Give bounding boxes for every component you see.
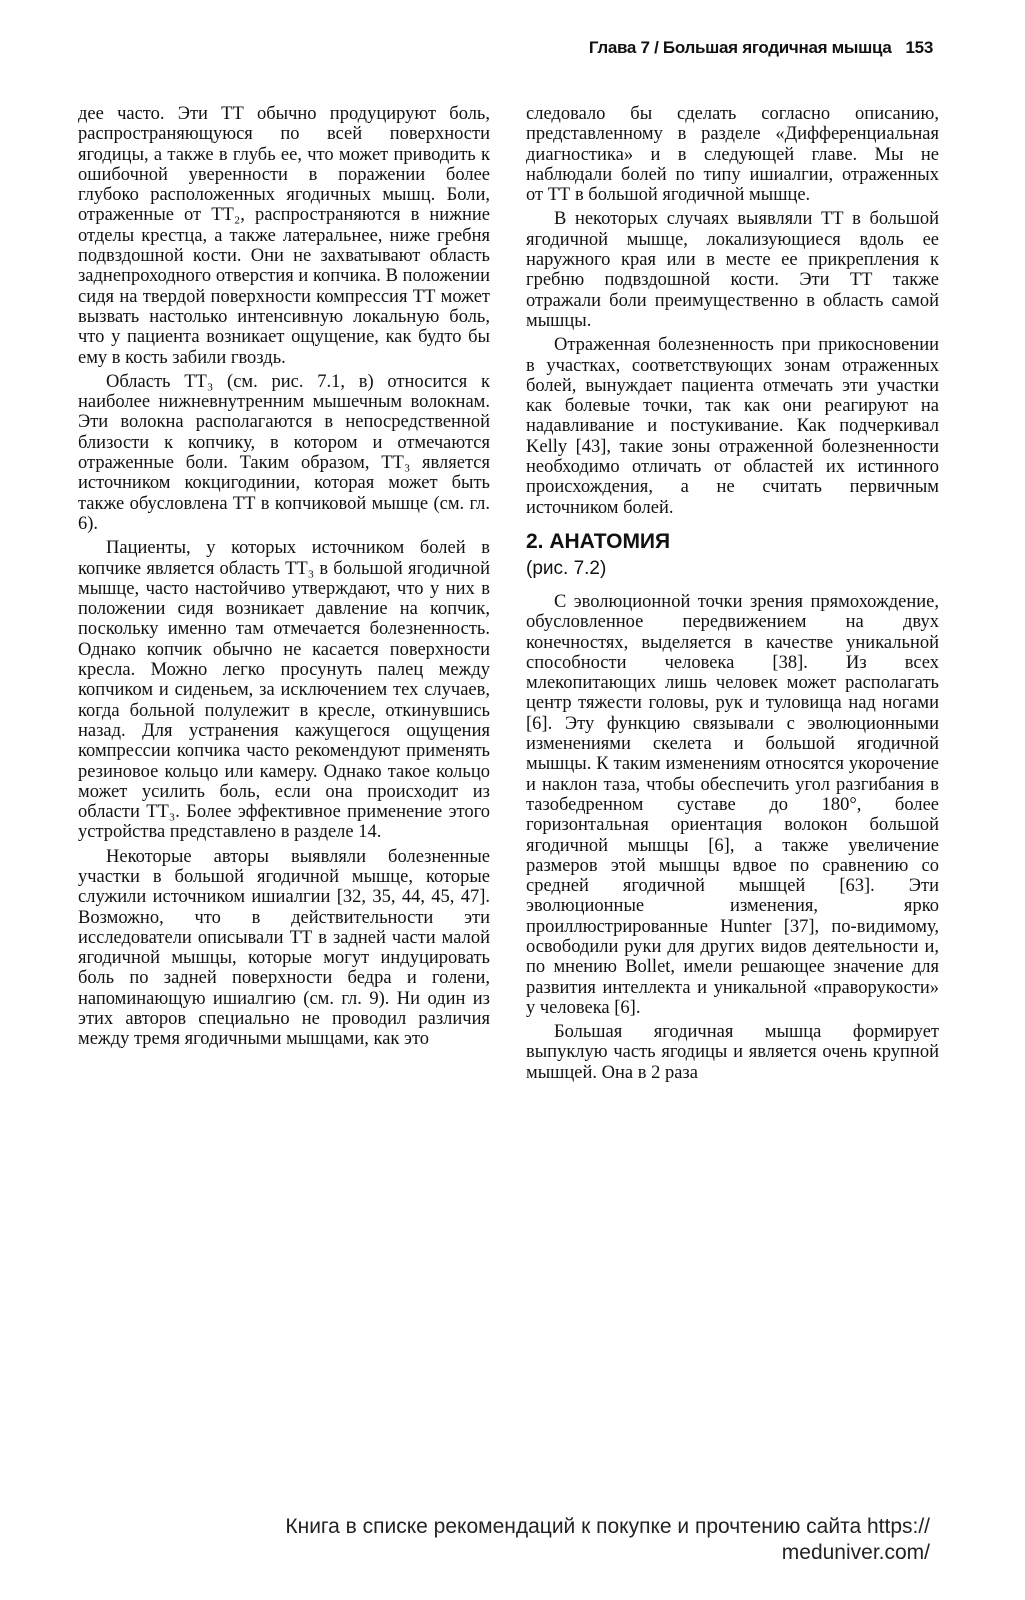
paragraph: Отраженная болезненность при прикосновении в участках, соответствующих зонам отраженных болей, вынуждает пациента отмечать эти участки как болевые точки, так как они реагируют на надавливание и постукивание. Как подчеркивал Kelly [43], такие зоны отраженной болезненности необходимо отличать от областей их истинного происхождения, а не считать первичным источником болей. [526, 335, 939, 518]
footer-line: Книга в списке рекомендаций к покупке и прочтению сайта https:// [285, 1515, 930, 1538]
running-header [589, 38, 933, 58]
paragraph: Пациенты, у которых источником болей в копчике является область ТТ₃ в большой ягодичной мышце, часто настойчиво утверждают, что у них в положении сидя возникает давление на копчик, поскольку именно там отмечается болезненность. Однако копчик обычно не касается поверхности кресла. Можно легко просунуть палец между копчиком и сиденьем, за исключением тех случаев, когда больной полулежит в кресле, откинувшись назад. Для устранения кажущегося ощущения компрессии копчика часто рекомендуют применять резиновое кольцо или камеру. Однако такое кольцо может усилить боль, если она происходит из области ТТ₃. Более эффективное применение этого устройства представлено в разделе 14. [78, 538, 490, 843]
paragraph: С эволюционной точки зрения прямохождение, обусловленное передвижением на двух конечностях, выделяется в качестве уникальной способности человека [38]. Из всех млекопитающих лишь человек может располагать центр тяжести головы, рук и туловища над ногами [6]. Эту функцию связывали с эволюционными изменениями скелета и большой ягодичной мышцы. К таким изменениям относятся укорочение и наклон таза, чтобы обеспечить угол разгибания в тазобедренном суставе до 180°, более горизонтальная ориентация волокон большой ягодичной мышцы [6], а также увеличение размеров этой мышцы вдвое по сравнению со средней ягодичной мышцей [63]. Эти эволюционные изменения, ярко проиллюстрированные Hunter [37], по-видимому, освободили руки для других видов деятельности и, по мнению Bollet, имели решающее значение для развития интеллекта и уникальной «праворукости» у человека [6]. [526, 591, 939, 1018]
footer-line: meduniver.com/ [781, 1541, 930, 1564]
chapter-title: Глава 7 / Большая ягодичная мышца [588, 38, 892, 57]
paragraph: Большая ягодичная мышца формирует выпуклую часть ягодицы и является очень крупной мышцей. Она в 2 раза [526, 1022, 939, 1083]
right-column [526, 104, 939, 1083]
paragraph: дее часто. Эти ТТ обычно продуцируют боль, распространяющуюся по всей поверхности ягодицы, а также в глубь ее, что может приводить к ошибочной уверенности в поражении более глубоко расположенных ягодичных мышц. Боли, отраженные от ТТ₂, распространяются в нижние отделы крестца, а также латеральнее, ниже гребня подвздошной кости. Они не захватывают область заднепроходного отверстия и копчика. В положении сидя на твердой поверхности компрессия ТТ может вызвать настолько интенсивную локальную боль, что у пациента возникает ощущение, как будто бы ему в кость забили гвоздь. [78, 104, 490, 368]
section-heading: 2. АНАТОМИЯ [526, 529, 671, 553]
paragraph: Некоторые авторы выявляли болезненные участки в большой ягодичной мышце, которые служили источником ишиалгии [32, 35, 44, 45, 47]. Возможно, что в действительности эти исследователи описывали ТТ в задней части малой ягодичной мышцы, которые могут индуцировать боль по задней поверхности бедра и голени, напоминающую ишиалгию (см. гл. 9). Ни один из этих авторов специально не проводил различия между тремя ягодичными мышцами, как это [78, 846, 490, 1050]
paragraph: Область ТТ₃ (см. рис. 7.1, в) относится к наиболее нижневнутренним мышечным волокнам. Эти волокна располагаются в непосредственной близости к копчику, в котором и отмечаются отраженные боли. Таким образом, ТТ₃ является источником кокцигодинии, которая может быть также обусловлена ТТ в копчиковой мышце (см. гл. 6). [78, 371, 490, 534]
footer-watermark [60, 1514, 930, 1566]
section-figure-ref: (рис. 7.2) [526, 557, 607, 579]
paragraph: В некоторых случаях выявляли ТТ в большой ягодичной мышце, локализующиеся вдоль ее наружного края или в месте ее прикрепления к гребню подвздошной кости. Эти ТТ также отражали боли преимущественно в область самой мышцы. [526, 209, 939, 331]
page-number: 153 [905, 38, 933, 57]
left-column [78, 104, 490, 1050]
paragraph: следовало бы сделать согласно описанию, представленному в разделе «Дифференциальная диагностика» и в следующей главе. Мы не наблюдали болей по типу ишиалгии, отраженных от ТТ в большой ягодичной мышце. [526, 104, 939, 206]
